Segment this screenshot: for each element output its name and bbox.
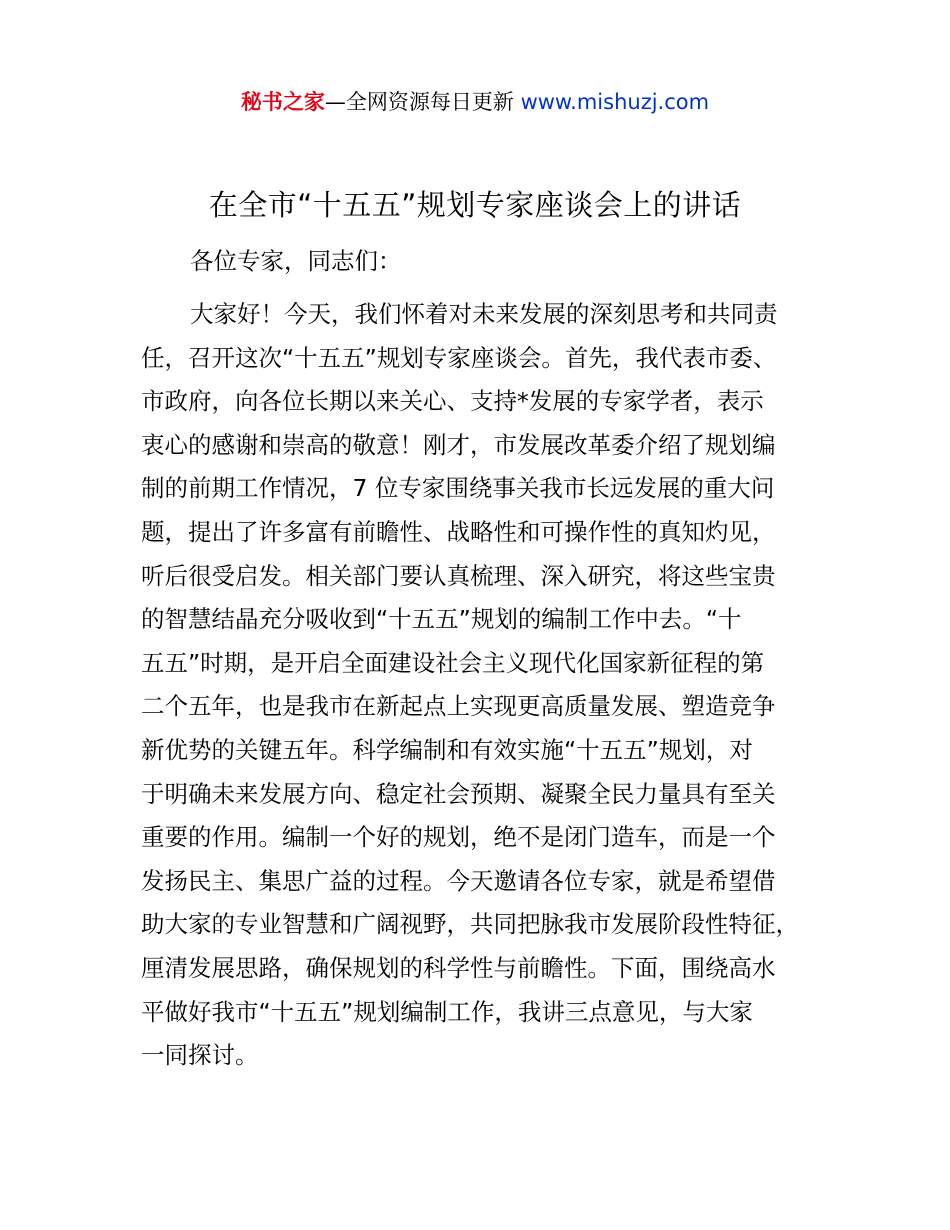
paragraph-line: 平做好我市“十五五”规划编制工作，我讲三点意见，与大家 — [141, 997, 753, 1026]
paragraph-line: 市政府，向各位长期以来关心、支持*发展的专家学者，表示 — [141, 387, 764, 416]
header-tagline: —全网资源每日更新 — [324, 90, 521, 114]
document-title: 在全市“十五五”规划专家座谈会上的讲话 — [208, 188, 742, 222]
paragraph-line: 厘清发展思路，确保规划的科学性与前瞻性。下面，围绕高水 — [141, 953, 776, 982]
paragraph-line: 于明确未来发展方向、稳定社会预期、凝聚全民力量具有至关 — [141, 779, 776, 808]
paragraph-line: 任，召开这次“十五五”规划专家座谈会。首先，我代表市委、 — [141, 343, 777, 372]
paragraph-line: 重要的作用。编制一个好的规划，绝不是闭门造车，而是一个 — [141, 823, 776, 852]
paragraph-line: 的智慧结晶充分吸收到“十五五”规划的编制工作中去。“十 — [141, 605, 742, 634]
paragraph-line: 大家好！今天，我们怀着对未来发展的深刻思考和共同责 — [190, 300, 778, 328]
paragraph-line: 制的前期工作情况，7 位专家围绕事关我市长远发展的重大问 — [141, 474, 775, 503]
paragraph-line: 一同探讨。 — [141, 1041, 259, 1070]
paragraph-line: 五五”时期，是开启全面建设社会主义现代化国家新征程的第 — [141, 648, 765, 677]
site-url-link[interactable]: www.mishuzj.com — [520, 90, 710, 114]
paragraph-line: 助大家的专业智慧和广阔视野，共同把脉我市发展阶段性特征， — [141, 910, 799, 939]
paragraph-line: 听后很受启发。相关部门要认真梳理、深入研究，将这些宝贵 — [141, 561, 776, 590]
site-header — [0, 86, 950, 118]
salutation: 各位专家，同志们： — [190, 247, 402, 275]
paragraph-line: 题，提出了许多富有前瞻性、战略性和可操作性的真知灼见， — [141, 517, 776, 546]
brand-name: 秘书之家 — [240, 90, 325, 114]
paragraph-line: 新优势的关键五年。科学编制和有效实施“十五五”规划，对 — [141, 735, 753, 764]
paragraph-line: 发扬民主、集思广益的过程。今天邀请各位专家，就是希望借 — [141, 866, 776, 895]
paragraph-line: 二个五年，也是我市在新起点上实现更高质量发展、塑造竞争 — [141, 692, 776, 721]
paragraph-line: 衷心的感谢和崇高的敬意！刚才，市发展改革委介绍了规划编 — [141, 430, 776, 459]
speech-paragraph — [141, 293, 821, 1078]
